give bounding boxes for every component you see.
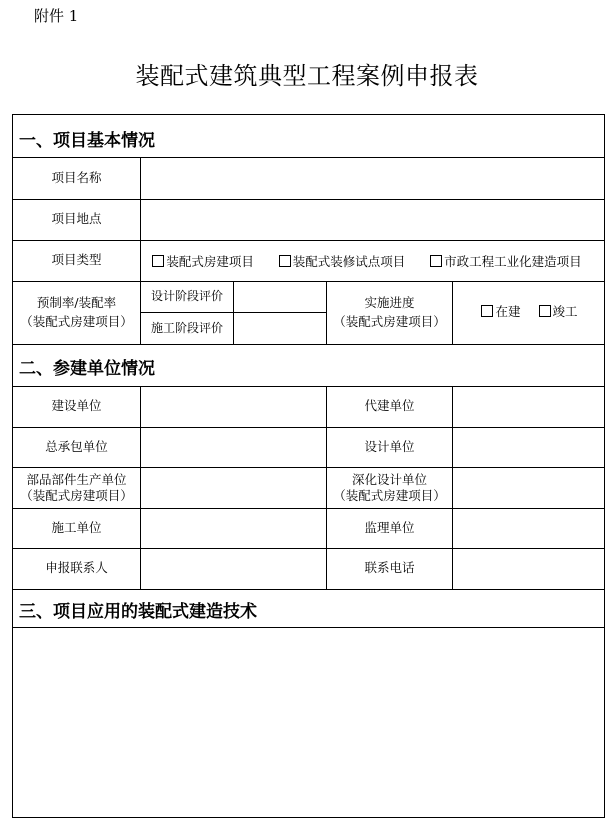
components-unit-label: 部品部件生产单位 （装配式房建项目）: [20, 471, 133, 503]
checkbox-icon[interactable]: [481, 305, 493, 317]
application-form-table: [12, 114, 605, 818]
project-type-label: 项目类型: [51, 252, 102, 268]
construction-unit-label: 建设单位: [51, 398, 102, 414]
design-stage-label: 设计阶段评价: [150, 288, 223, 303]
agent-unit-field[interactable]: [453, 386, 606, 427]
attachment-label: 附件 1: [34, 7, 79, 25]
general-contractor-field[interactable]: [141, 427, 326, 467]
row-line: [13, 344, 604, 345]
option-prefab-decoration[interactable]: 装配式装修试点项目: [279, 252, 406, 270]
row-line: [13, 589, 604, 590]
option-prefab-building[interactable]: 装配式房建项目: [152, 252, 254, 270]
construction-stage-label: 施工阶段评价: [150, 320, 223, 335]
general-contractor-label: 总承包单位: [45, 438, 108, 454]
project-name-label: 项目名称: [51, 169, 102, 185]
construction-stage-field[interactable]: [234, 313, 326, 344]
progress-options: [453, 281, 606, 344]
form-title: 装配式建筑典型工程案例申报表: [135, 62, 479, 90]
progress-label: 实施进度 （装配式房建项目）: [333, 295, 446, 329]
deep-design-unit-label: 深化设计单位 （装配式房建项目）: [333, 471, 446, 503]
contact-phone-label: 联系电话: [364, 560, 415, 576]
project-name-field[interactable]: [141, 157, 606, 199]
section-basic-info: 一、项目基本情况: [19, 131, 155, 151]
option-completed[interactable]: 竣工: [539, 303, 578, 321]
contact-person-label: 申报联系人: [45, 560, 108, 576]
checkbox-icon[interactable]: [430, 255, 442, 267]
project-location-field[interactable]: [141, 199, 606, 240]
design-stage-field[interactable]: [234, 281, 326, 312]
contact-person-field[interactable]: [141, 548, 326, 589]
project-location-label: 项目地点: [51, 211, 102, 227]
project-type-options: [140, 240, 594, 281]
checkbox-icon[interactable]: [152, 255, 164, 267]
construction-tech-field[interactable]: [13, 628, 606, 817]
design-unit-field[interactable]: [453, 427, 606, 467]
construction-unit-field[interactable]: [141, 386, 326, 427]
checkbox-icon[interactable]: [279, 255, 291, 267]
checkbox-icon[interactable]: [539, 305, 551, 317]
section-participating-units: 二、参建单位情况: [19, 359, 155, 379]
supervisor-unit-field[interactable]: [453, 508, 606, 548]
section-construction-tech: 三、项目应用的装配式建造技术: [19, 602, 257, 622]
agent-unit-label: 代建单位: [364, 398, 415, 414]
deep-design-unit-field[interactable]: [453, 467, 606, 508]
contact-phone-field[interactable]: [453, 548, 606, 589]
components-unit-field[interactable]: [141, 467, 326, 508]
builder-unit-label: 施工单位: [51, 519, 102, 535]
design-unit-label: 设计单位: [364, 438, 415, 454]
builder-unit-field[interactable]: [141, 508, 326, 548]
supervisor-unit-label: 监理单位: [364, 519, 415, 535]
option-in-progress[interactable]: 在建: [481, 303, 520, 321]
option-municipal-industrial[interactable]: 市政工程工业化建造项目: [430, 252, 582, 270]
prefab-rate-label: 预制率/装配率 （装配式房建项目）: [20, 295, 133, 329]
